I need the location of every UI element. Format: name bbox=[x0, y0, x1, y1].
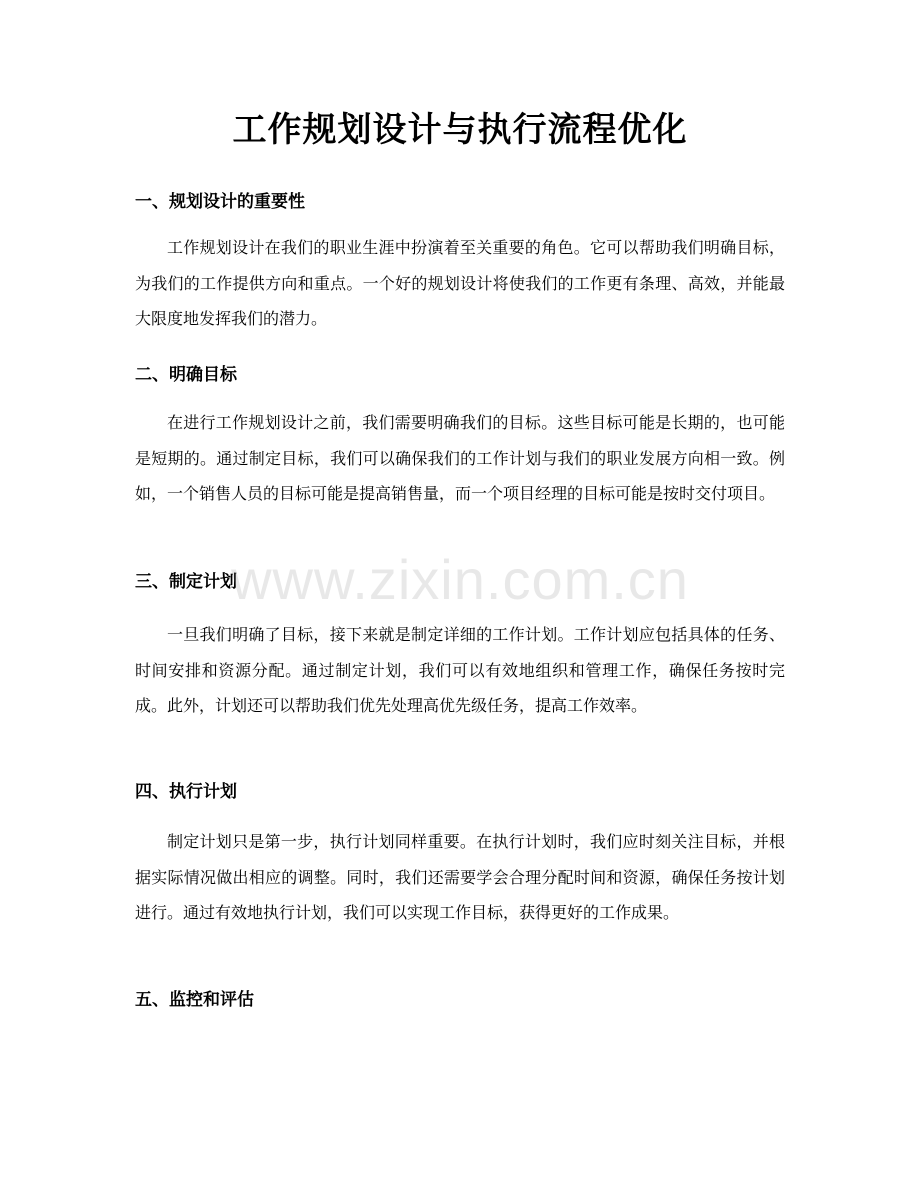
section-heading-monitor: 五、监控和评估 bbox=[135, 990, 254, 1010]
section-heading-plan: 三、制定计划 bbox=[135, 572, 237, 592]
section-heading-goals: 二、明确目标 bbox=[135, 365, 237, 385]
section-paragraph-importance: 工作规划设计在我们的职业生涯中扮演着至关重要的角色。它可以帮助我们明确目标，为我们的工作提供方向和重点。一个好的规划设计将使我们的工作更有条理、高效，并能最大限度地发挥我们的潜力。 bbox=[135, 238, 785, 328]
section-paragraph-execute: 制定计划只是第一步，执行计划同样重要。在执行计划时，我们应时刻关注目标，并根据实际情况做出相应的调整。同时，我们还需要学会合理分配时间和资源，确保任务按计划进行。通过有效地执行计划，我们可以实现工作目标，获得更好的工作成果。 bbox=[135, 832, 785, 922]
section-heading-execute: 四、执行计划 bbox=[135, 782, 237, 802]
page-title: 工作规划设计与执行流程优化 bbox=[232, 110, 688, 150]
section-paragraph-goals: 在进行工作规划设计之前，我们需要明确我们的目标。这些目标可能是长期的，也可能是短期的。通过制定目标，我们可以确保我们的工作计划与我们的职业发展方向相一致。例如，一个销售人员的目标可能是提高销售量，而一个项目经理的目标可能是按时交付项目。 bbox=[135, 413, 785, 503]
watermark-text: www.zixin.com.cn bbox=[231, 548, 689, 611]
section-heading-importance: 一、规划设计的重要性 bbox=[135, 192, 305, 212]
section-paragraph-plan: 一旦我们明确了目标，接下来就是制定详细的工作计划。工作计划应包括具体的任务、时间安排和资源分配。通过制定计划，我们可以有效地组织和管理工作，确保任务按时完成。此外，计划还可以帮助我们优先处理高优先级任务，提高工作效率。 bbox=[135, 625, 785, 715]
